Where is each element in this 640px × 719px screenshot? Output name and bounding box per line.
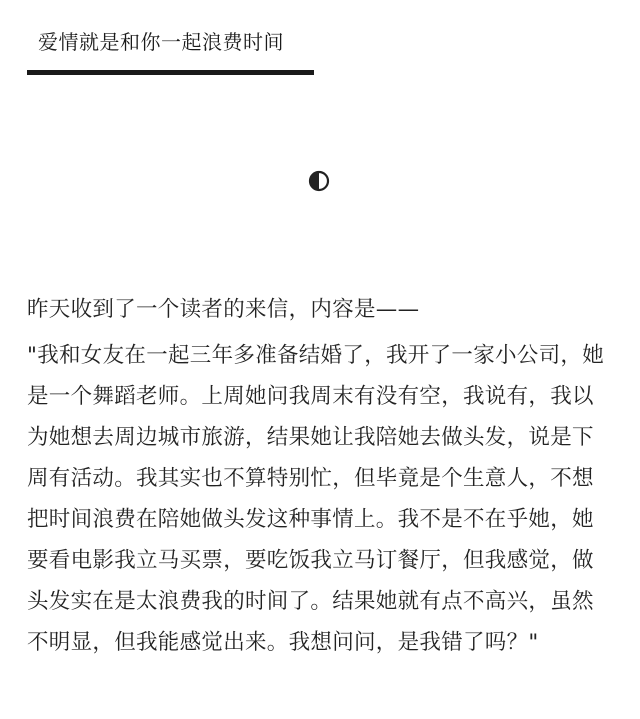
letter-line: 周有活动。我其实也不算特别忙，但毕竟是个生意人，不想 (27, 466, 594, 491)
half-filled-circle-icon (308, 170, 330, 192)
letter-line: 为她想去周边城市旅游，结果她让我陪她去做头发，说是下 (27, 425, 594, 450)
lead-paragraph: 昨天收到了一个读者的来信，内容是—— (27, 297, 420, 322)
letter-line: 头发实在是太浪费我的时间了。结果她就有点不高兴，虽然 (27, 589, 594, 614)
letter-line: 不明显，但我能感觉出来。我想问问，是我错了吗？" (27, 630, 539, 655)
letter-line: 要看电影我立马买票，要吃饭我立马订餐厅，但我感觉，做 (27, 548, 594, 573)
article-title: 爱情就是和你一起浪费时间 (38, 30, 284, 54)
letter-line: 是一个舞蹈老师。上周她问我周末有没有空，我说有，我以 (27, 384, 594, 409)
letter-line: 把时间浪费在陪她做头发这种事情上。我不是不在乎她，她 (27, 507, 594, 532)
article-body (27, 289, 623, 663)
title-underline (27, 70, 314, 75)
letter-line: "我和女友在一起三年多准备结婚了，我开了一家小公司，她 (27, 343, 604, 368)
